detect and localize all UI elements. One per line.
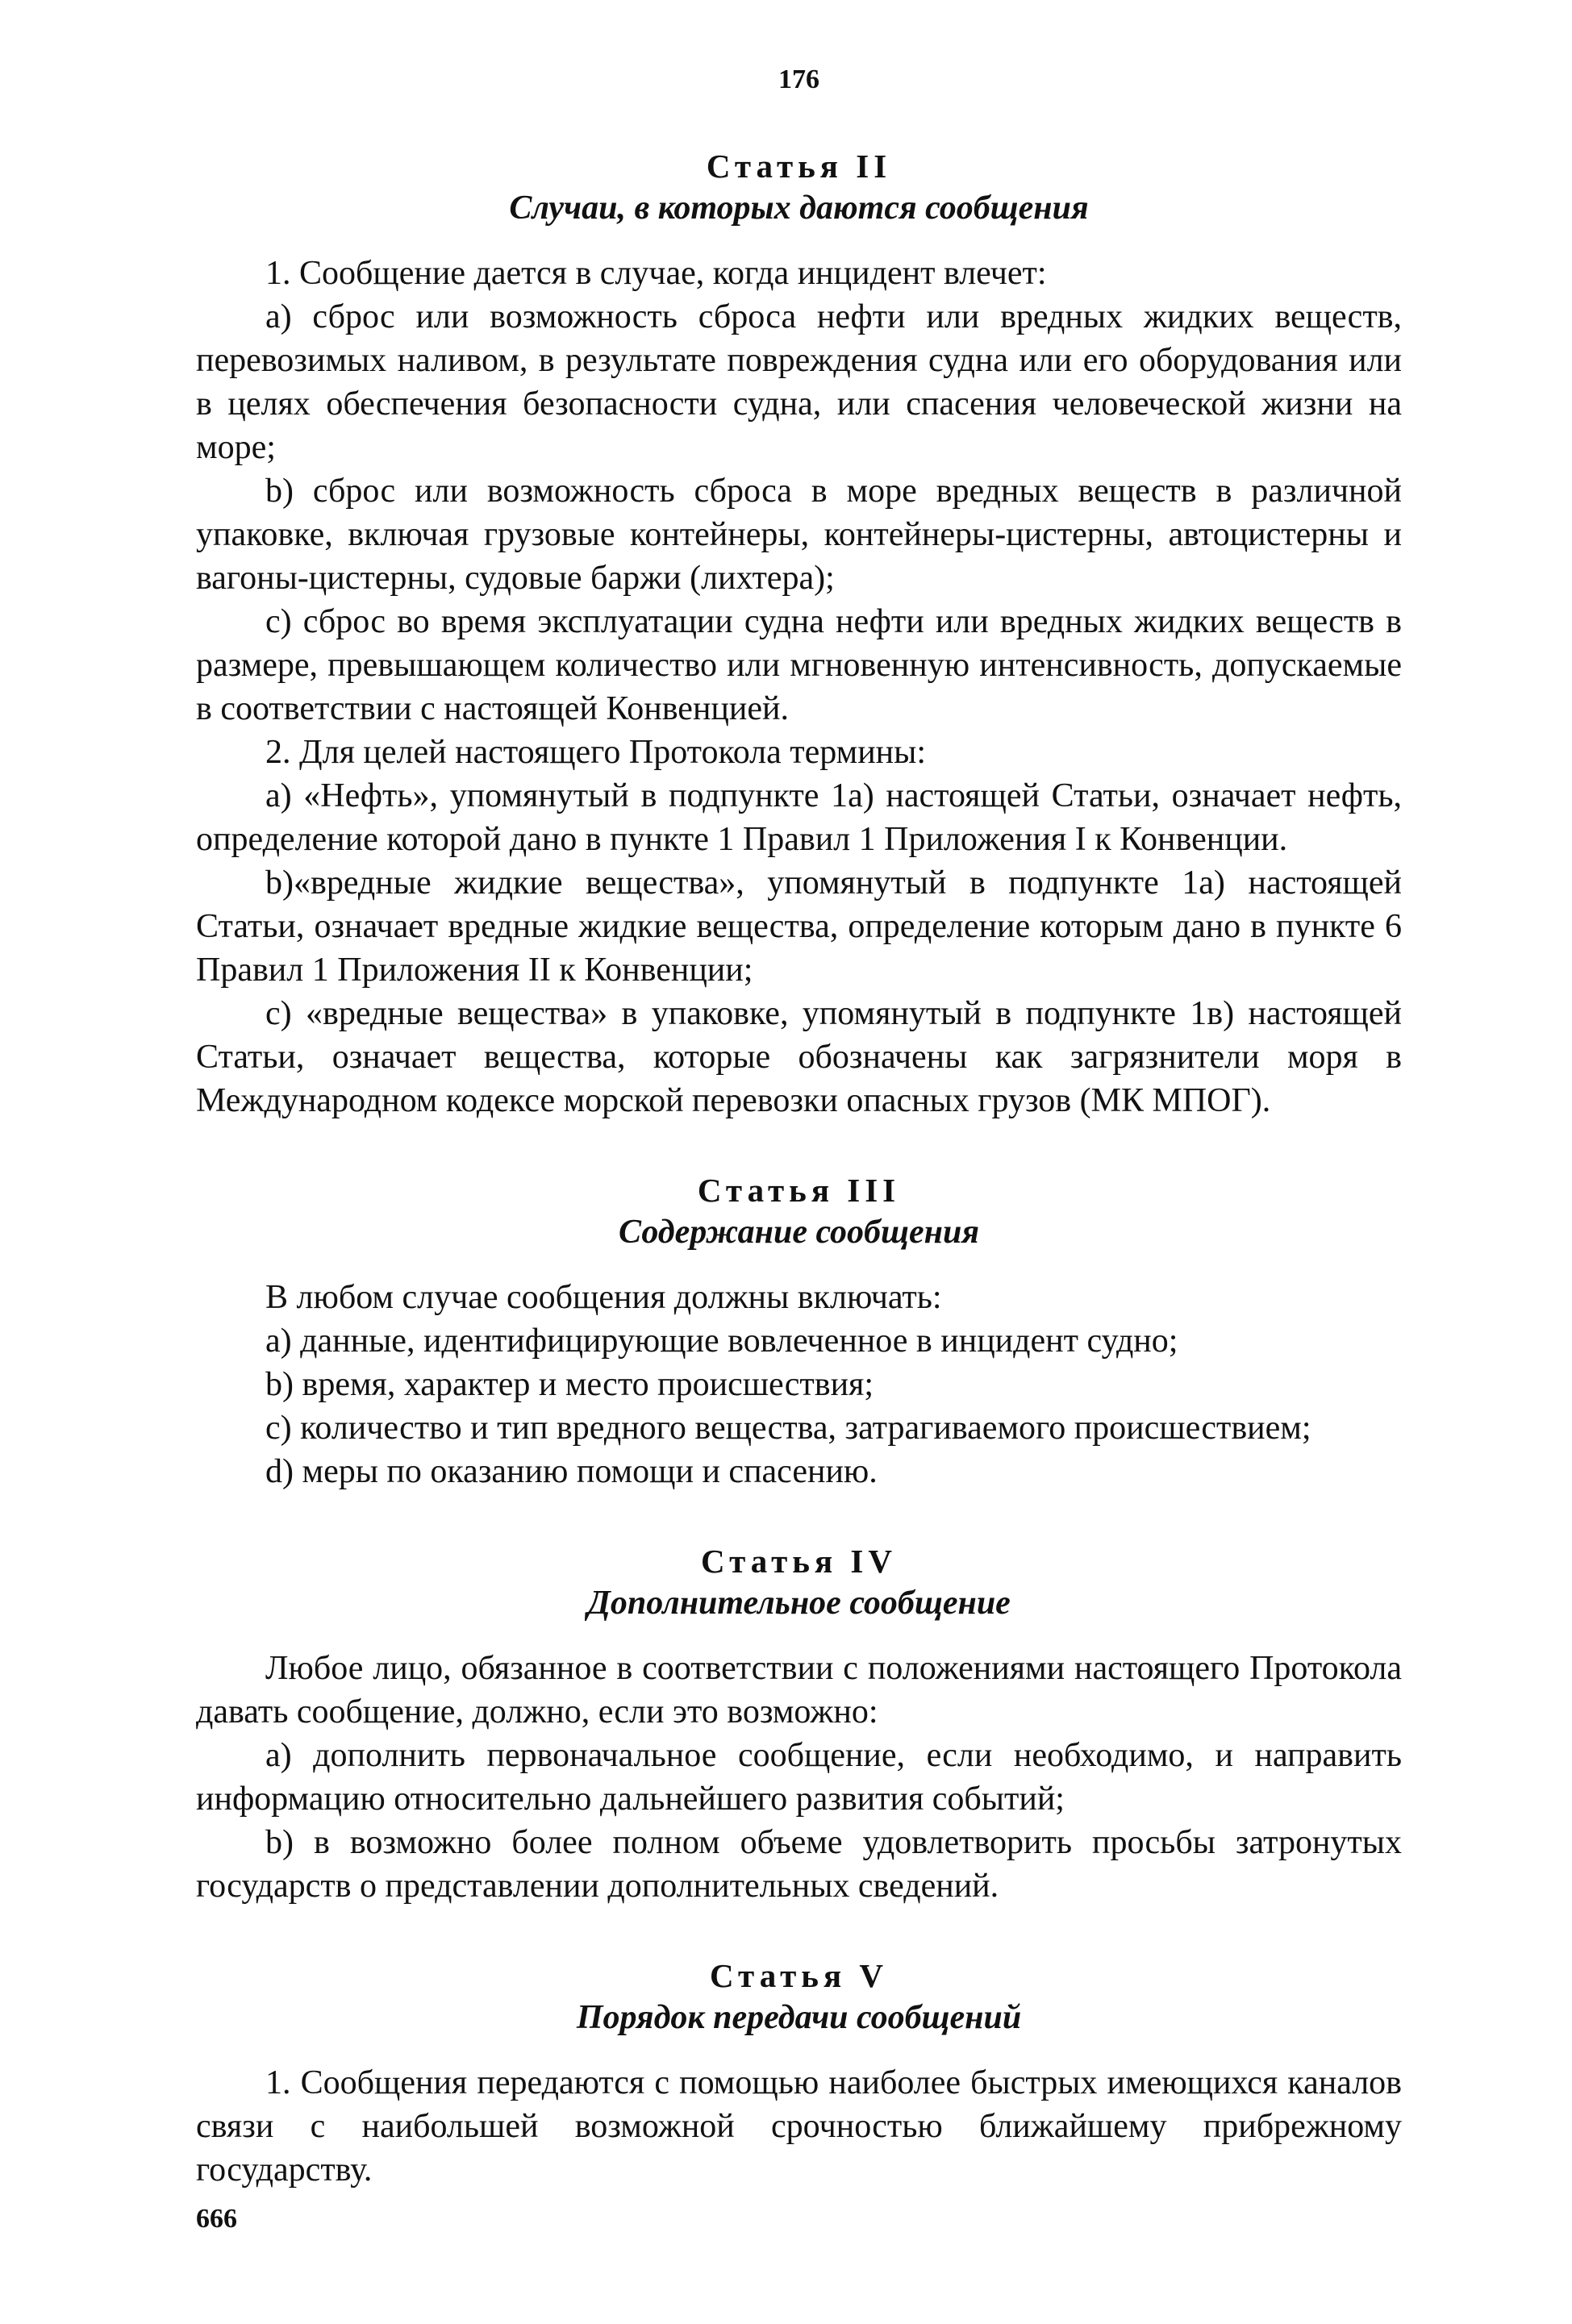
paragraph: a) «Нефть», упомянутый в подпункте 1a) настоящей Статьи, означает нефть, определение которой дано в пункте 1 Правил 1 Приложения I к Конвенции. (196, 777, 1402, 858)
paragraph: a) сброс или возможность сброса нефти или вредных жидких веществ, перевозимых наливом, в результате повреждения судна или его оборудования или в целях обеспечения безопасности судна, или спасения человеческой жизни на море; (196, 298, 1402, 466)
article-title: Статья II (706, 148, 892, 185)
article-4 (196, 1540, 1402, 1908)
article-3 (196, 1169, 1402, 1493)
paragraph: a) данные, идентифицирующие вовлеченное в инцидент судно; (265, 1322, 1178, 1360)
document-page (196, 0, 1402, 2324)
paragraph: b)«вредные жидкие вещества», упомянутый в подпункте 1a) настоящей Статьи, означает вредные жидкие вещества, определение которым дано в пункте 6 Правил 1 Приложения II к Конвенции; (196, 864, 1402, 989)
paragraph: 1. Сообщения передаются с помощью наиболее быстрых имеющихся каналов связи с наибольшей возможной срочностью ближайшему прибрежному государству. (196, 2064, 1402, 2189)
paragraph: b) в возможно более полном объеме удовлетворить просьбы затронутых государств о представлении дополнительных сведений. (196, 1824, 1402, 1905)
paragraph: c) «вредные вещества» в упаковке, упомянутый в подпункте 1в) настоящей Статьи, означает вещества, которые обозначены как загрязнители моря в Международном кодексе морской перевозки опасных грузов (МК МПОГ). (196, 995, 1402, 1119)
paragraph: 2. Для целей настоящего Протокола термины: (265, 734, 927, 771)
paragraph: b) время, характер и место происшествия; (265, 1366, 874, 1403)
paragraph: c) сброс во время эксплуатации судна нефти или вредных жидких веществ в размере, превышающем количество или мгновенную интенсивность, допускаемые в соответствии с настоящей Конвенцией. (196, 603, 1402, 727)
article-subtitle: Порядок передачи сообщений (576, 1999, 1022, 2036)
folio-number: 666 (196, 2204, 237, 2234)
paragraph: В любом случае сообщения должны включать: (265, 1279, 942, 1316)
article-subtitle: Дополнительное сообщение (587, 1585, 1011, 1622)
paragraph: b) сброс или возможность сброса в море вредных веществ в различной упаковке, включая грузовые контейнеры, контейнеры-цистерны, автоцистерны и вагоны-цистерны, судовые баржи (лихтера); (196, 473, 1402, 597)
paragraph: Любое лицо, обязанное в соответствии с положениями настоящего Протокола давать сообщение, должно, если это возможно: (196, 1650, 1402, 1731)
page-number: 176 (778, 65, 819, 94)
article-title: Статья IV (701, 1543, 897, 1580)
article-subtitle: Случаи, в которых даются сообщения (509, 190, 1089, 227)
paragraph: c) количество и тип вредного вещества, затрагиваемого происшествием; (265, 1410, 1311, 1447)
article-title: Статья III (697, 1172, 901, 1209)
article-5 (196, 1955, 1402, 2192)
paragraph: d) меры по оказанию помощи и спасению. (265, 1453, 878, 1490)
paragraph: a) дополнить первоначальное сообщение, если необходимо, и направить информацию относительно дальнейшего развития событий; (196, 1737, 1402, 1818)
article-2 (196, 145, 1402, 1122)
article-title: Статья V (709, 1957, 888, 1994)
article-subtitle: Содержание сообщения (619, 1214, 979, 1251)
paragraph: 1. Сообщение дается в случае, когда инцидент влечет: (265, 255, 1047, 292)
document-body (196, 145, 1402, 2239)
